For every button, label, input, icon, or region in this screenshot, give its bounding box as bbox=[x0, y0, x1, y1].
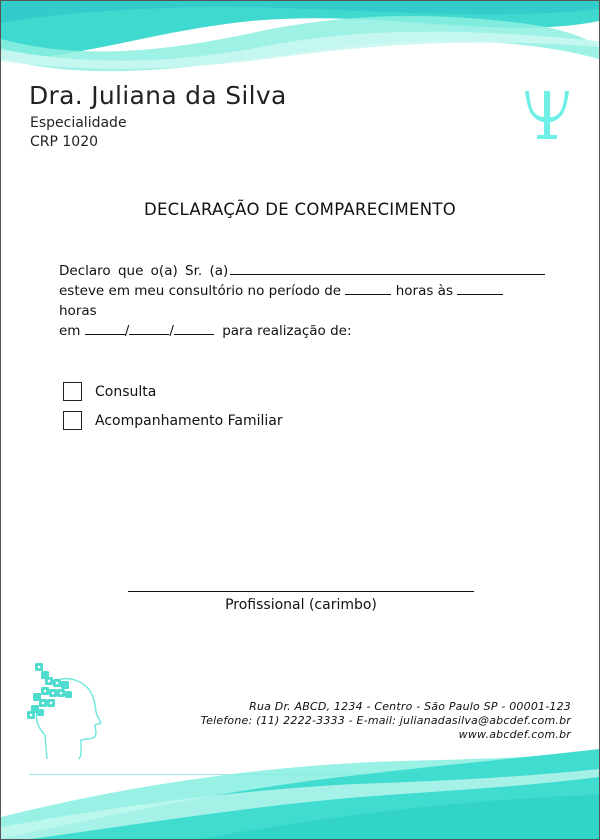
date-separator: / bbox=[124, 323, 130, 339]
signature-line[interactable] bbox=[128, 591, 474, 592]
doctor-name: Dra. Juliana da Silva bbox=[29, 81, 287, 110]
declaration-body bbox=[59, 260, 545, 341]
checkbox[interactable] bbox=[63, 411, 82, 430]
registration-number: CRP 1020 bbox=[30, 134, 99, 150]
psi-icon bbox=[522, 87, 572, 143]
document-title: DECLARAÇÃO DE COMPARECIMENTO bbox=[143, 200, 457, 219]
checkbox[interactable] bbox=[63, 382, 82, 401]
patient-name-blank[interactable] bbox=[230, 260, 545, 275]
option-consulta[interactable] bbox=[63, 382, 156, 401]
day-blank[interactable] bbox=[85, 322, 125, 335]
declaration-line-3 bbox=[59, 321, 545, 341]
option-label: Acompanhamento Familiar bbox=[95, 412, 283, 429]
month-blank[interactable] bbox=[129, 322, 169, 335]
period-text: esteve em meu consultório no período de bbox=[59, 283, 342, 299]
hours-to-text: horas às bbox=[395, 283, 453, 299]
bottom-wave-decoration bbox=[1, 747, 599, 839]
website-link[interactable]: www.abcdef.com.br bbox=[458, 728, 571, 741]
option-acompanhamento[interactable] bbox=[63, 411, 283, 430]
top-wave-decoration bbox=[1, 1, 599, 81]
specialty-text: Especialidade bbox=[30, 115, 127, 131]
declaration-line-2 bbox=[59, 281, 545, 321]
start-time-blank[interactable] bbox=[345, 282, 391, 295]
option-label: Consulta bbox=[95, 383, 157, 400]
year-blank[interactable] bbox=[174, 322, 214, 335]
purpose-text: para realização de: bbox=[222, 323, 352, 339]
head-puzzle-logo-icon bbox=[25, 659, 103, 761]
date-prefix: em bbox=[59, 323, 81, 339]
hours-text: horas bbox=[59, 303, 97, 319]
address-text: Rua Dr. ABCD, 1234 - Centro - São Paulo SP - 00001-123 bbox=[249, 700, 571, 713]
date-separator: / bbox=[169, 323, 174, 339]
phone-email-text: Telefone: (11) 2222-3333 - E-mail: julianadasilva@abcdef.com.br bbox=[200, 714, 571, 727]
declaration-intro: Declaro que o(a) Sr. (a) bbox=[59, 263, 229, 279]
end-time-blank[interactable] bbox=[457, 282, 503, 295]
declaration-line-1 bbox=[59, 260, 545, 281]
signature-label: Profissional (carimbo) bbox=[225, 597, 377, 613]
